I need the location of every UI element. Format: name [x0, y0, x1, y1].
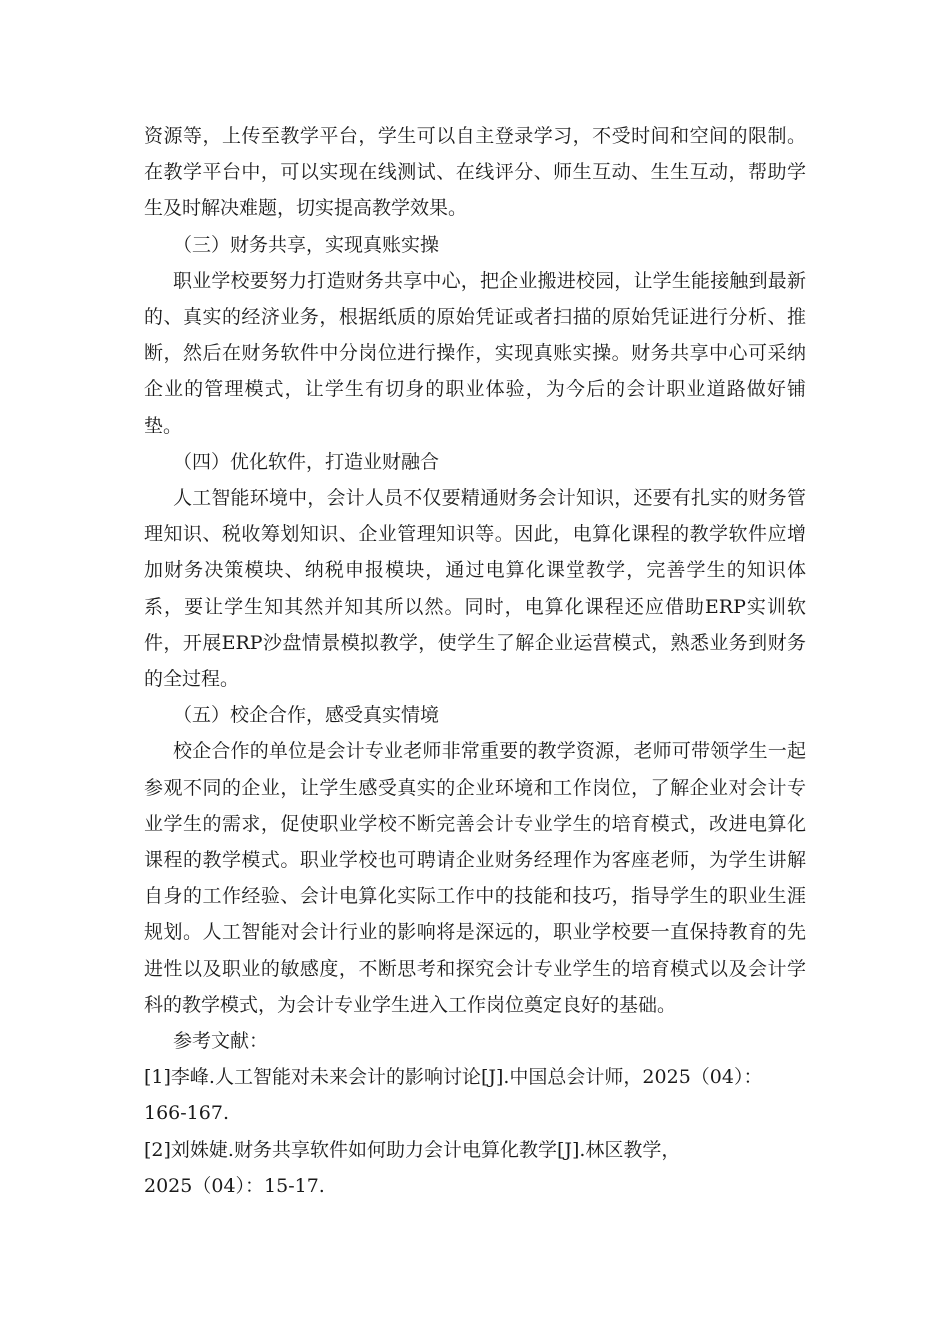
- body-paragraph: 人工智能环境中，会计人员不仅要精通财务会计知识，还要有扎实的财务管理知识、税收筹划知识、企业管理知识等。因此，电算化课程的教学软件应增加财务决策模块、纳税申报模块，通过电算化课堂教学，完善学生的知识体系，要让学生知其然并知其所以然。同时，电算化课程还应借助ERP实训软件，开展ERP沙盘情景模拟教学，使学生了解企业运营模式，熟悉业务到财务的全过程。: [144, 487, 806, 691]
- body-paragraph: 校企合作的单位是会计专业老师非常重要的教学资源，老师可带领学生一起参观不同的企业，让学生感受真实的企业环境和工作岗位，了解企业对会计专业学生的需求，促使职业学校不断完善会计专业学生的培育模式，改进电算化课程的教学模式。职业学校也可聘请企业财务经理作为客座老师，为学生讲解自身的工作经验、会计电算化实际工作中的技能和技巧，指导学生的职业生涯规划。人工智能对会计行业的影响将是深远的，职业学校要一直保持教育的先进性以及职业的敏感度，不断思考和探究会计专业学生的培育模式以及会计学科的教学模式，为会计专业学生进入工作岗位奠定良好的基础。: [144, 740, 806, 1016]
- body-paragraph: 资源等，上传至教学平台，学生可以自主登录学习，不受时间和空间的限制。在教学平台中，可以实现在线测试、在线评分、师生互动、生生互动，帮助学生及时解决难题，切实提高教学效果。: [144, 125, 806, 220]
- reference-line: 2025（04）：15-17.: [144, 1174, 325, 1197]
- reference-list: [144, 1059, 806, 1204]
- section-heading: （三）财务共享，实现真账实操: [173, 233, 440, 256]
- article-body: [144, 118, 806, 1204]
- reference-line: [2]刘姝婕.财务共享软件如何助力会计电算化教学[J].林区教学，: [144, 1138, 681, 1161]
- section-heading: （五）校企合作，感受真实情境: [173, 704, 440, 727]
- reference-item: [144, 1132, 806, 1204]
- body-paragraph: 职业学校要努力打造财务共享中心，把企业搬进校园，让学生能接触到最新的、真实的经济业务，根据纸质的原始凭证或者扫描的原始凭证进行分析、推断，然后在财务软件中分岗位进行操作，实现真账实操。财务共享中心可采纳企业的管理模式，让学生有切身的职业体验，为今后的会计职业道路做好铺垫。: [144, 269, 806, 437]
- references-heading: 参考文献：: [173, 1030, 269, 1053]
- section-heading: （四）优化软件，打造业财融合: [173, 450, 440, 473]
- reference-line: [1]李峰.人工智能对未来会计的影响讨论[J].中国总会计师，2025（04）：: [144, 1066, 763, 1089]
- reference-item: [144, 1059, 806, 1131]
- reference-line: 166-167.: [144, 1102, 229, 1125]
